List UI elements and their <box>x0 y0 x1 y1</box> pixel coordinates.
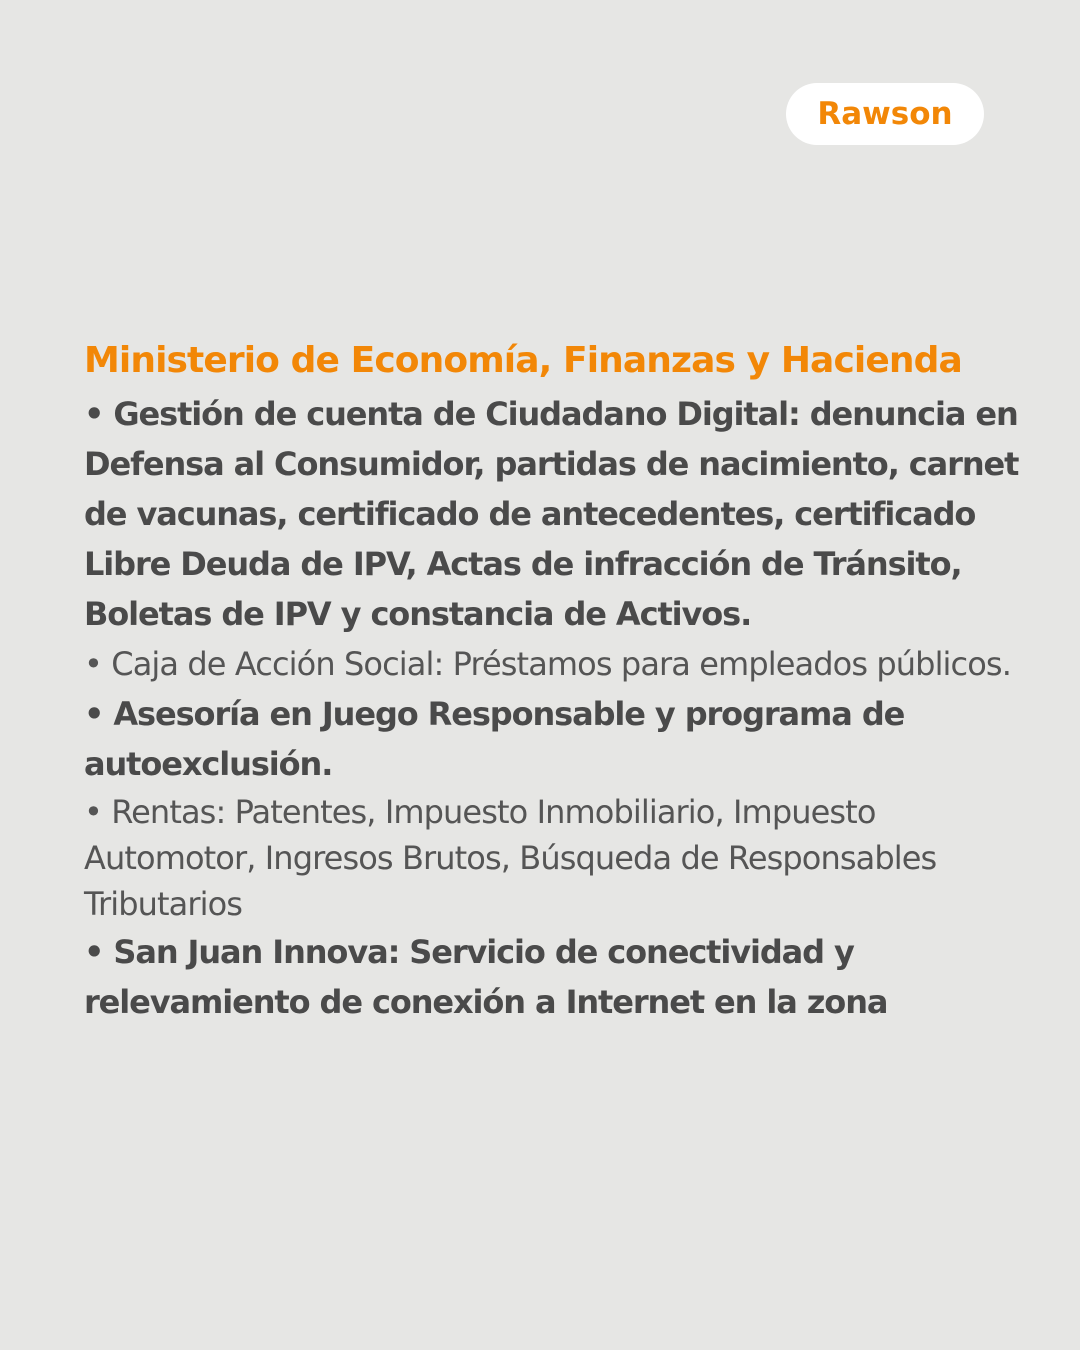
ministry-section <box>84 333 1044 1027</box>
location-badge <box>786 83 984 145</box>
service-item-rentas: • Rentas: Patentes, Impuesto Inmobiliario, Impuesto Automotor, Ingresos Brutos, Búsqueda de Responsables Tributarios <box>84 793 937 923</box>
service-item-san-juan-innova: • San Juan Innova: Servicio de conectividad y relevamiento de conexión a Internet en la zona <box>84 933 888 1021</box>
ministry-title: Ministerio de Economía, Finanzas y Hacienda <box>84 340 962 381</box>
service-item-juego-responsable: • Asesoría en Juego Responsable y programa de autoexclusión. <box>84 695 905 783</box>
location-badge-label: Rawson <box>817 96 953 132</box>
service-item-caja-accion-social: • Caja de Acción Social: Préstamos para empleados públicos. <box>84 645 1011 683</box>
service-item-ciudadano-digital: • Gestión de cuenta de Ciudadano Digital: denuncia en Defensa al Consumidor, partidas de nacimiento, carnet de vacunas, certificado de antecedentes, certificado Libre Deuda de IPV, Actas de infracción de Tránsito, Boletas de IPV y constancia de Activos. <box>84 395 1019 633</box>
